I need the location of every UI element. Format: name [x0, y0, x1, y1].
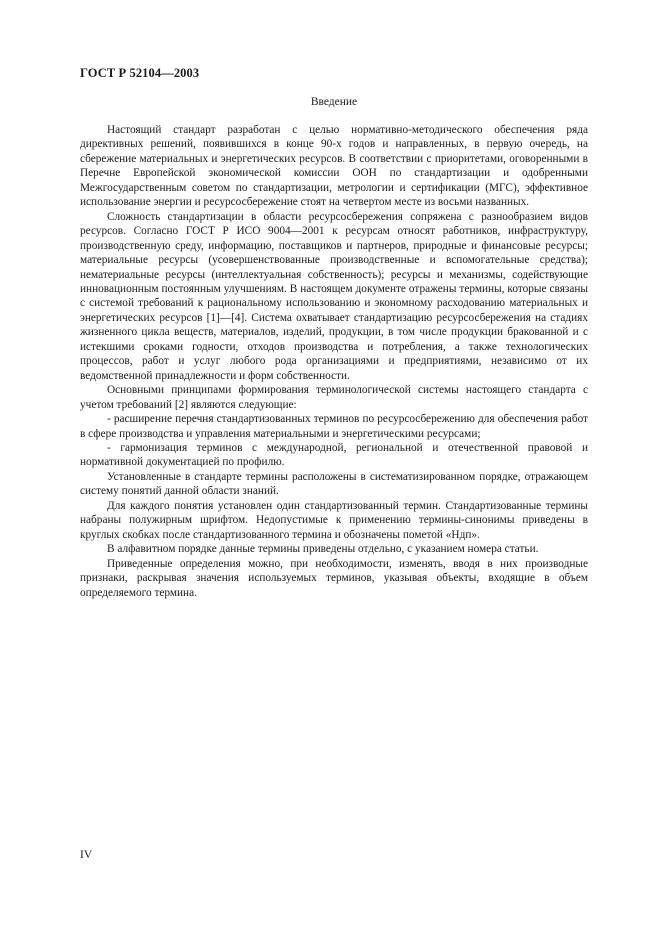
paragraph: Настоящий стандарт разработан с целью нормативно-методического обеспечения ряда директивных решений, появившихся в конце 90-х годов и направленных, в первую очередь, на сбережение материальных и энергетических ресурсов. В соответствии с приоритетами, оговоренными в Перечне Европейской экономической комиссии ООН по стандартизации и одобренными Межгосударственным советом по стандартизации, метрологии и сертификации (МГС), эффективное использование энергии и ресурсосбережение стоят на четвертом месте из восьми названных. — [80, 124, 588, 209]
section-title: Введение — [310, 96, 358, 108]
paragraph: Основными принципами формирования терминологической системы настоящего стандарта с учетом требований [2] являются следующие: — [80, 384, 588, 411]
paragraph: Установленные в стандарте термины расположены в систематизированном порядке, отражающем систему понятий данной области знаний. — [80, 470, 588, 498]
paragraph: Приведенные определения можно, при необходимости, изменять, вводя в них производные признаки, раскрывая значения используемых терминов, указывая объекты, входящие в объем определяемого термина. — [80, 557, 588, 599]
page-number: IV — [80, 849, 93, 861]
document-body — [80, 123, 588, 600]
list-item: - расширение перечня стандартизованных терминов по ресурсосбережению для обеспечения работ в сфере производства и управления материальными и энергетическими ресурсами; — [80, 413, 588, 440]
list-item: - гармонизация терминов с международной, региональной и отечественной правовой и нормативной документацией по профилю. — [80, 441, 588, 469]
document-code: ГОСТ Р 52104—2003 — [80, 66, 200, 80]
paragraph: Сложность стандартизации в области ресурсосбережения сопряжена с разнообразием видов ресурсов. Согласно ГОСТ Р ИСО 9004—2001 к ресурсам относят работников, инфраструктуру, производственную среду, информацию, поставщиков и партнеров, природные и финансовые ресурсы; материальные ресурсы (усовершенствованные производственные и вспомогательные средства); нематериальные ресурсы (интеллектуальная собственность); ресурсы и механизмы, содействующие инновационным постоянным улучшениям. В настоящем документе отражены термины, которые связаны с системой требований к рациональному использованию и экономному расходованию материальных и энергетических ресурсов [1]—[4]. Система охватывает стандартизацию ресурсосбережения на стадиях жизненного цикла веществ, материалов, изделий, продукции, в том числе продукции бракованной и с истекшими сроками годности, отходов производства и потребления, а также технологических процессов, работ и услуг любого рода организациями и предприятиями, независимо от их ведомственной принадлежности и форм собственности. — [80, 210, 588, 382]
paragraph: Для каждого понятия установлен один стандартизованный термин. Стандартизованные термины набраны полужирным шрифтом. Недопустимые к применению термины-синонимы приведены в круглых скобках после стандартизованного термина и обозначены пометой «Ндп». — [80, 499, 588, 541]
paragraph: В алфавитном порядке данные термины приведены отдельно, с указанием номера статьи. — [107, 543, 539, 556]
